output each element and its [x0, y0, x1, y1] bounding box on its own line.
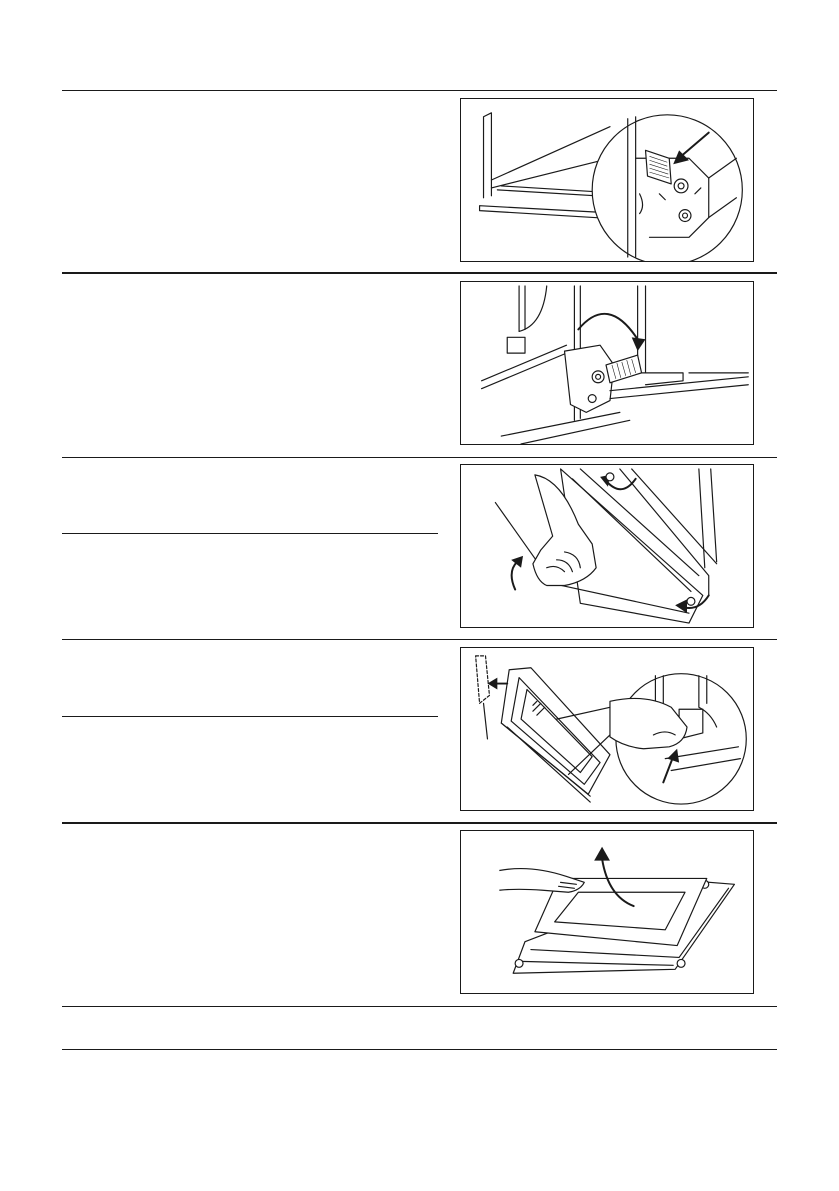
hinge-lever-rotate-illustration: [460, 281, 754, 445]
step-divider-2: [62, 457, 777, 458]
step-divider-1: [62, 272, 777, 274]
door-glass-pull-drawing: [461, 648, 753, 810]
hinge-lever-press-drawing: [461, 99, 753, 261]
hinge-lever-press-illustration: [460, 98, 754, 262]
bottom-rule: [62, 1049, 777, 1050]
door-glass-pull-illustration: [460, 647, 754, 811]
step-4-sub-divider: [62, 716, 438, 717]
step-divider-4: [62, 822, 777, 824]
glass-panel-remove-drawing: [461, 831, 753, 993]
top-rule: [62, 90, 777, 91]
door-lift-drawing: [461, 465, 753, 627]
door-lift-illustration: [460, 464, 754, 628]
step-divider-3: [62, 639, 777, 640]
hinge-lever-rotate-drawing: [461, 282, 753, 444]
glass-panel-remove-illustration: [460, 830, 754, 994]
step-3-sub-divider: [62, 533, 438, 534]
step-divider-5: [62, 1006, 777, 1007]
